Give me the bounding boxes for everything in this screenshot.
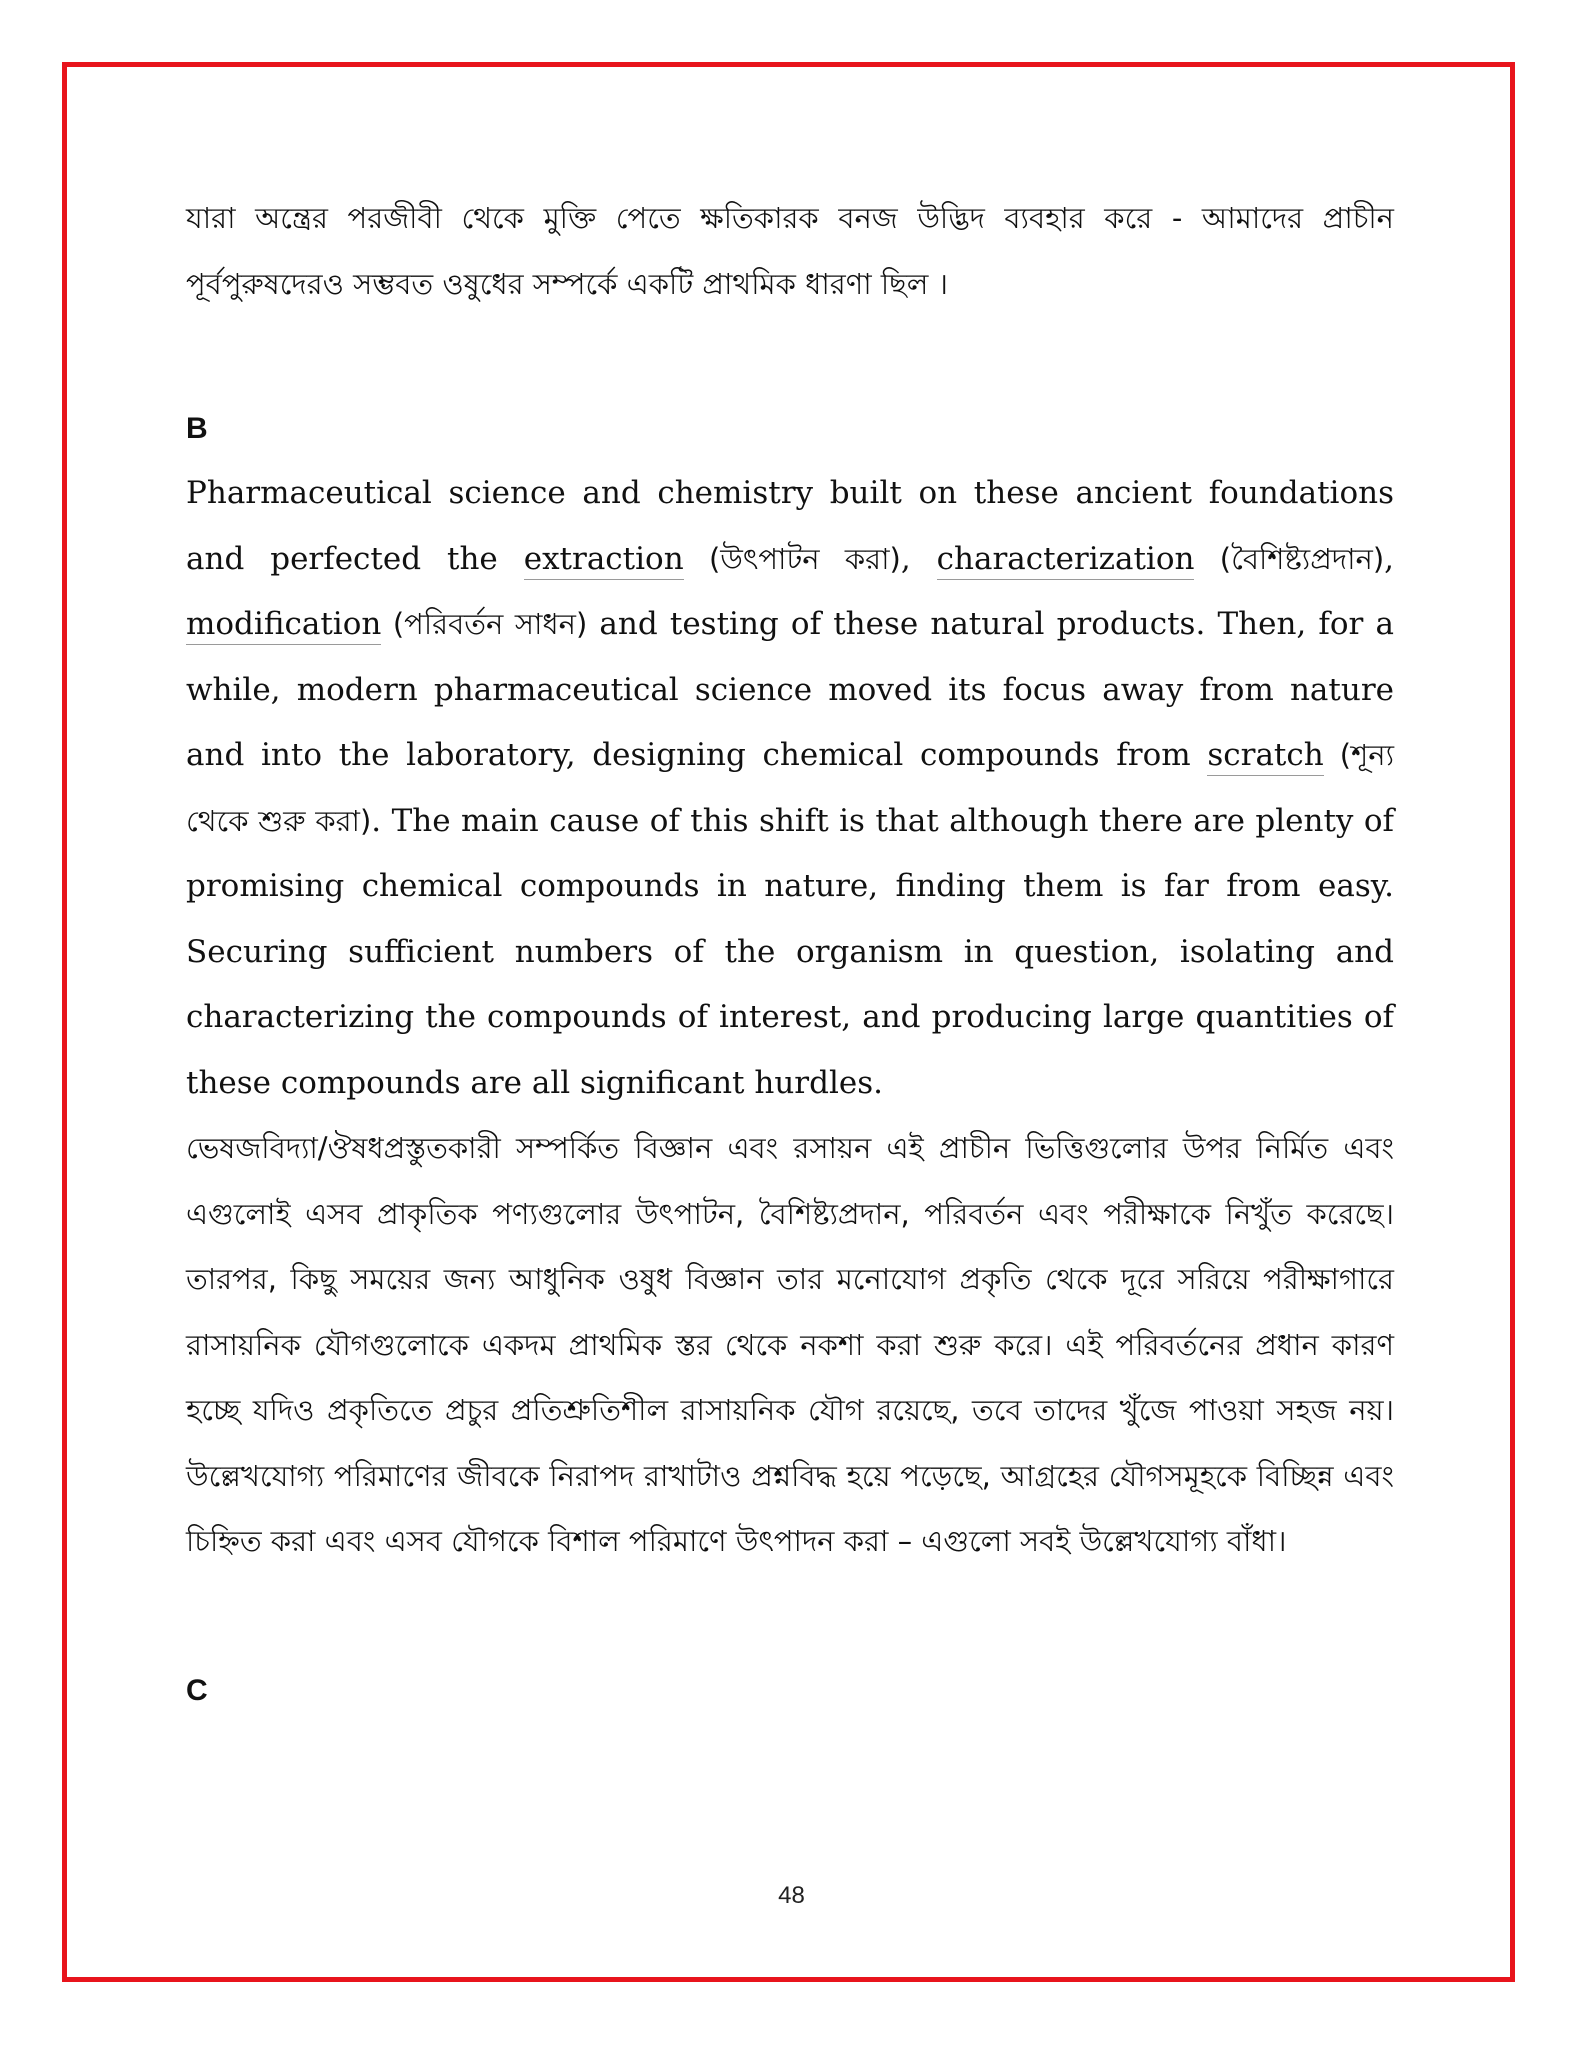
- page-content: [186, 186, 1394, 1711]
- text-segment: ,: [1384, 540, 1394, 577]
- text-segment: ,: [900, 540, 937, 577]
- vocab-word-modification: modification: [186, 606, 381, 645]
- gloss-characterization: (বৈশিষ্ট্যপ্রদান): [1194, 541, 1385, 576]
- section-c-heading: C: [186, 1673, 208, 1707]
- text-segment: . The main cause of this shift is that although there are plenty of promising chemical compounds in nature, finding them is far from easy. Securing sufficient numbers of the organism in question, isolating and characterizing the compounds of interest, and producing large quantities of these compounds are all significant hurdles.: [186, 802, 1394, 1101]
- gloss-extraction: (উৎপাটন করা): [683, 541, 901, 576]
- text-segment: Pharmaceutical science and chemistry built on these ancient foundations and perfected the: [186, 475, 1394, 577]
- gloss-scratch: (শূন্য থেকে শুরু করা): [186, 738, 1394, 838]
- section-b-heading: B: [186, 412, 208, 445]
- section-b-paragraph-bangla: ভেষজবিদ্যা/ঔষধপ্রস্তুতকারী সম্পর্কিত বিজ্ঞান এবং রসায়ন এই প্রাচীন ভিত্তিগুলোর উপর নির্মিত এবং এগুলোই এসব প্রাকৃতিক পণ্যগুলোর উৎপাটন, বৈশিষ্ট্যপ্রদান, পরিবর্তন এবং পরীক্ষাকে নিখুঁত করেছে। তারপর, কিছু সময়ের জন্য আধুনিক ওষুধ বিজ্ঞান তার মনোযোগ প্রকৃতি থেকে দূরে সরিয়ে পরীক্ষাগারে রাসায়নিক যৌগগুলোকে একদম প্রাথমিক স্তর থেকে নকশা করা শুরু করে। এই পরিবর্তনের প্রধান কারণ হচ্ছে যদিও প্রকৃতিতে প্রচুর প্রতিশ্রুতিশীল রাসায়নিক যৌগ রয়েছে, তবে তাদের খুঁজে পাওয়া সহজ নয়। উল্লেখযোগ্য পরিমাণের জীবকে নিরাপদ রাখাটাও প্রশ্নবিদ্ধ হয়ে পড়েছে, আগ্রহের যৌগসমূহকে বিচ্ছিন্ন এবং চিহ্নিত করা এবং এসব যৌগকে বিশাল পরিমাণে উৎপাদন করা – এগুলো সবই উল্লেখযোগ্য বাঁধা।: [186, 1131, 1394, 1558]
- text-segment: and testing of these natural products. Then, for a while, modern pharmaceutical science moved its focus away from nature and into the laboratory, designing chemical compounds from: [186, 606, 1394, 773]
- vocab-word-scratch: scratch: [1207, 737, 1323, 776]
- page-number: 48: [778, 1882, 805, 1909]
- gloss-modification: (পরিবর্তন সাধন): [381, 607, 588, 641]
- vocab-word-characterization: characterization: [937, 541, 1195, 580]
- section-b-paragraph-english: [186, 461, 1394, 1116]
- intro-paragraph-bangla: যারা অন্ত্রের পরজীবী থেকে মুক্তি পেতে ক্ষতিকারক বনজ উদ্ভিদ ব্যবহার করে - আমাদের প্রাচীন পূর্বপুরুষদেরও সম্ভবত ওষুধের সম্পর্কে একটি প্রাথমিক ধারণা ছিল ।: [186, 201, 1394, 301]
- vocab-word-extraction: extraction: [524, 541, 684, 580]
